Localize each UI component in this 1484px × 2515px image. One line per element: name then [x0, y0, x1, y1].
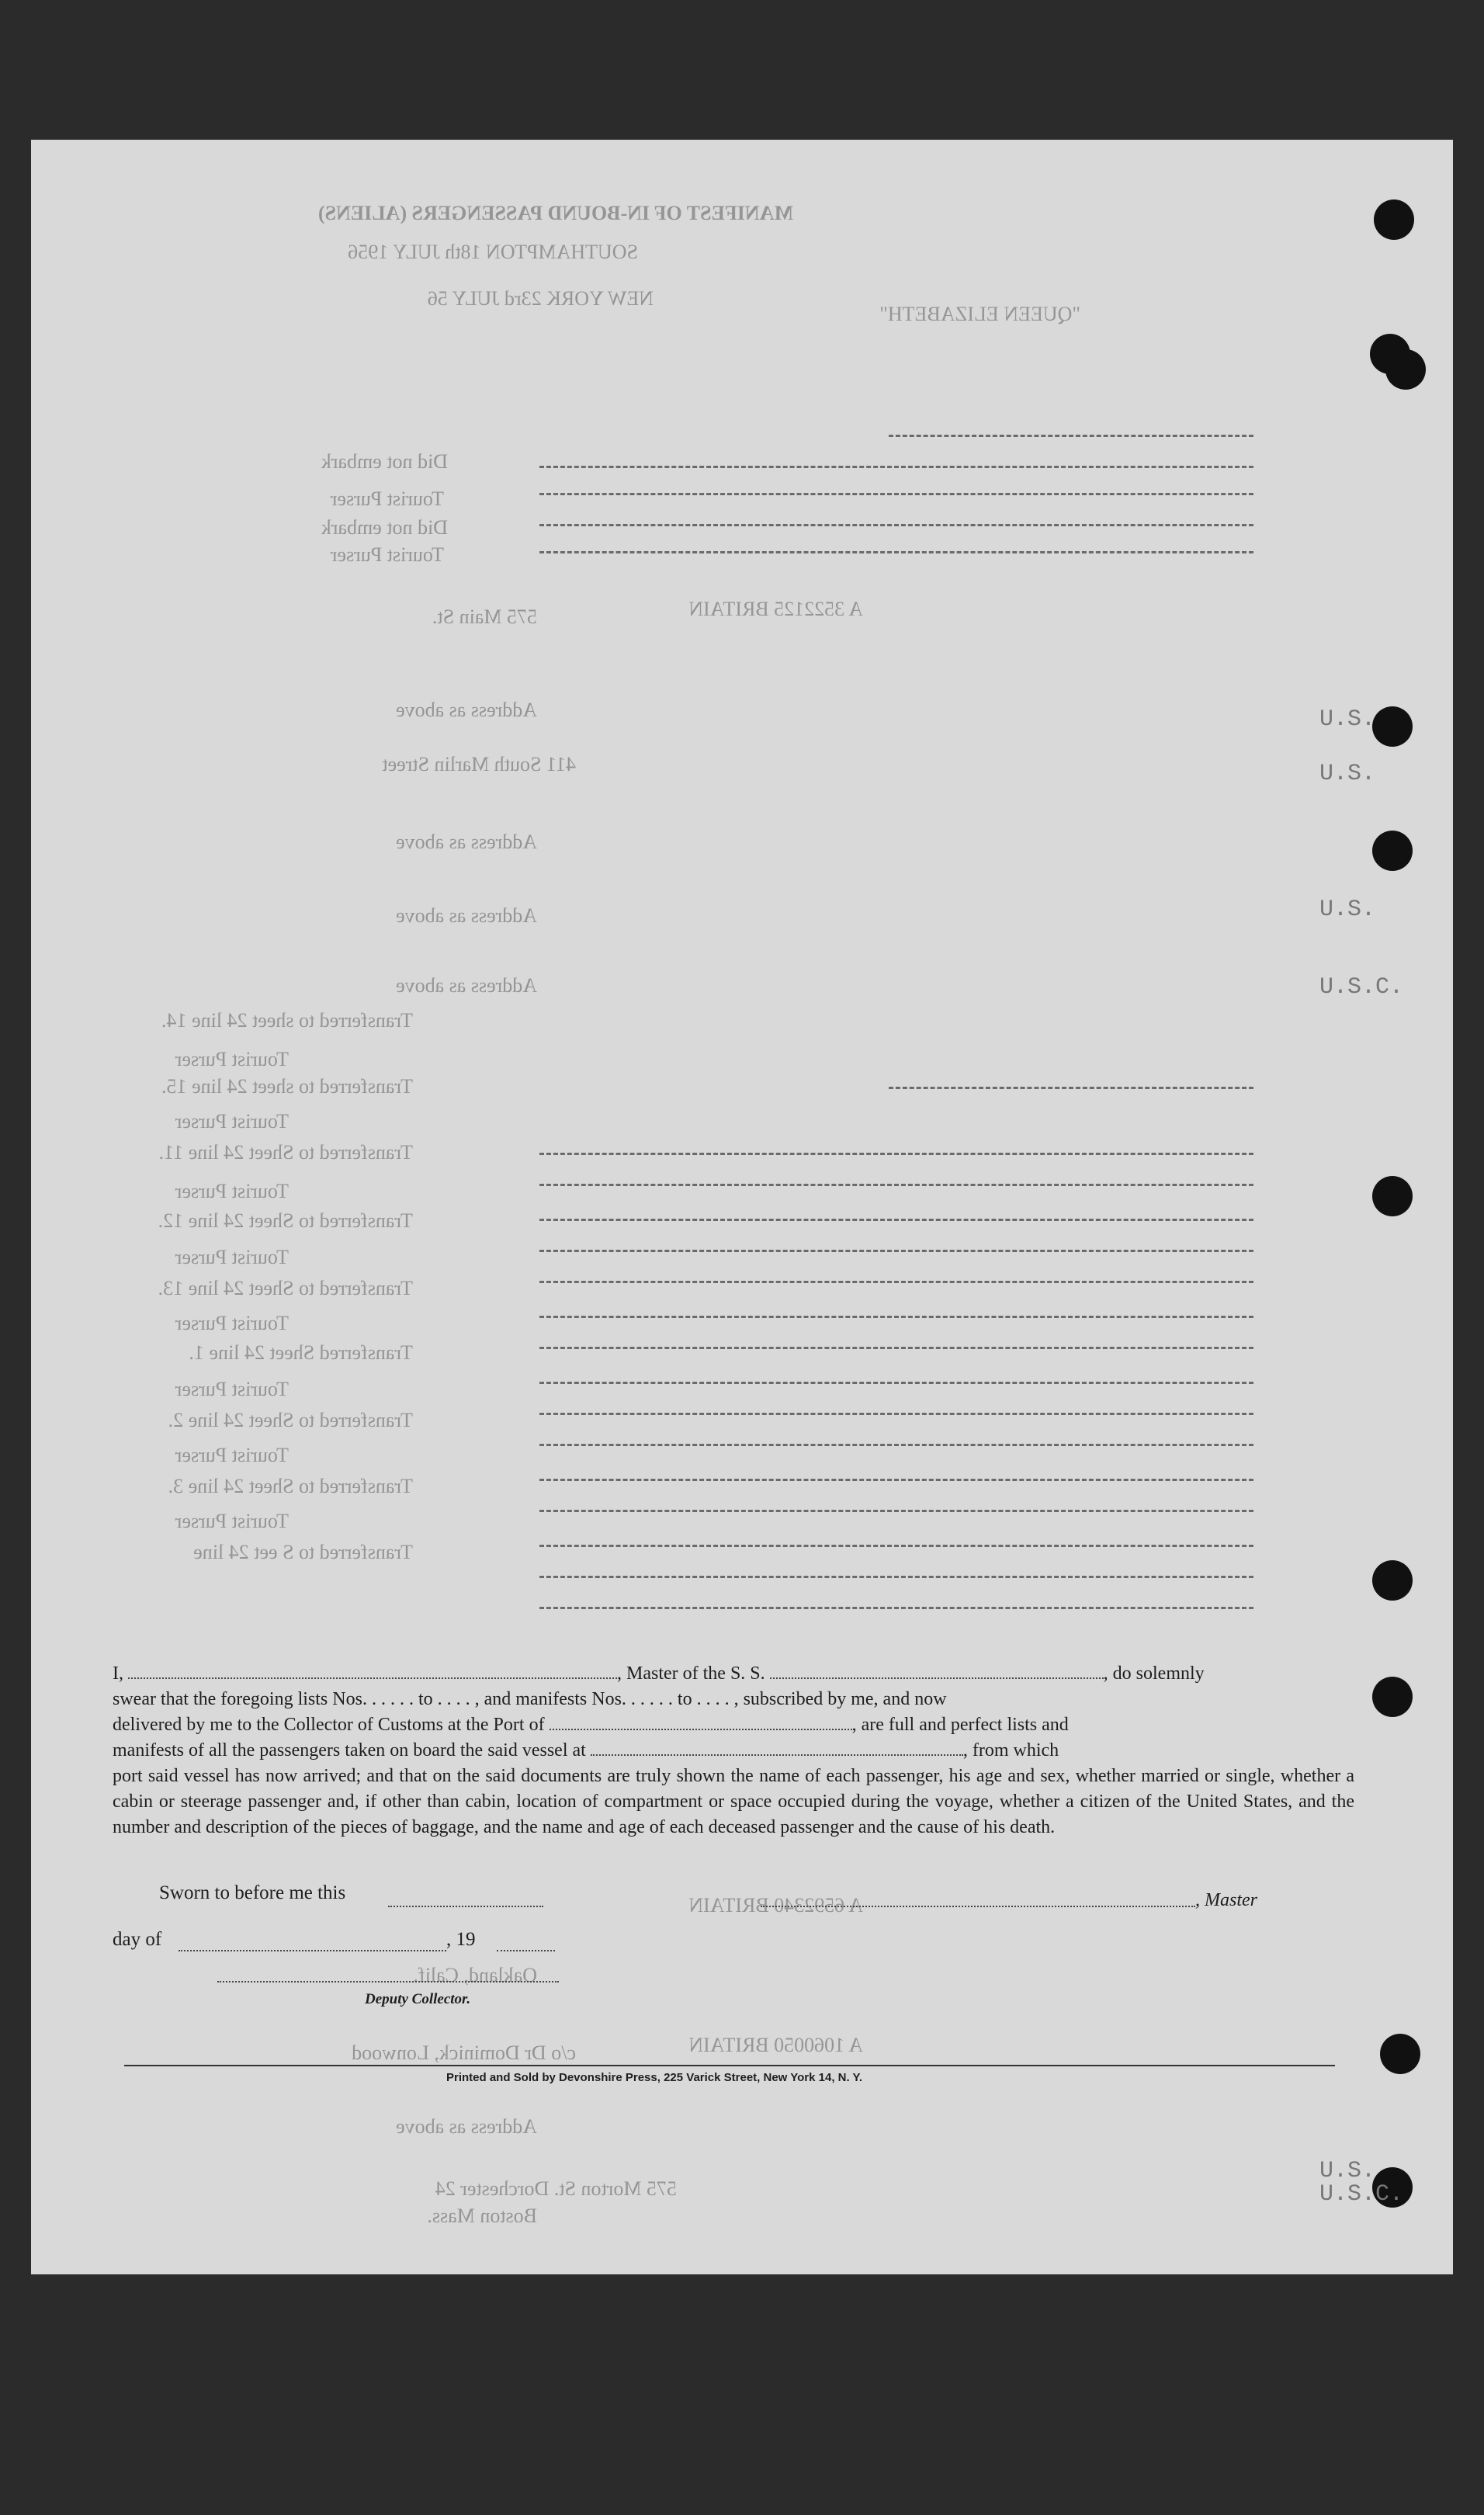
year-blank[interactable] — [497, 1950, 555, 1951]
oath-from-which: , from which — [962, 1740, 1059, 1760]
bleed-entry: Tourist Purser — [175, 1246, 289, 1268]
bleed-entry: Tourist Purser — [175, 1510, 289, 1532]
strike-line — [539, 1250, 1253, 1252]
strike-line — [539, 524, 1253, 526]
strike-line — [889, 435, 1253, 437]
bleed-entry: Transferred to Sheet 24 line 3. — [168, 1475, 413, 1497]
bleed-through-layer — [31, 140, 1453, 2274]
oath-line-2: swear that the foregoing lists Nos. . . . . . to . . . . , and manifests Nos. . . . . . to . . . . , subscribed by me, and now — [113, 1689, 947, 1709]
oath-solemnly: , do solemnly — [1103, 1663, 1205, 1684]
deputy-signature-blank[interactable] — [217, 1981, 559, 1983]
master-signature-blank[interactable] — [761, 1906, 1195, 1907]
oath-body: port said vessel has now arrived; and that on the said documents are truly shown the name of each passenger, his age and sex, whether married or single, whether a cabin or steerage passenger and, if other than cabin, location of compartment or space occupied during the voyage, whether a citizen of the United States, and the number and description of the pieces of baggage, and the name and age of each deceased passenger and the cause of his death. — [113, 1766, 1354, 1837]
printer-imprint: Printed and Sold by Devonshire Press, 225 Varick Street, New York 14, N. Y. — [446, 2071, 863, 2084]
bleed-entry: Transferred to sheet 24 line 15. — [161, 1075, 413, 1098]
strike-line — [539, 493, 1253, 495]
bleed-entry: c/o Dr Dominick, Lonwood — [352, 2041, 576, 2064]
master-oath — [113, 1661, 1354, 1840]
bleed-entry: 411 South Marlin Street — [382, 753, 576, 775]
bleed-entry: Address as above — [396, 2115, 537, 2138]
master-name-blank[interactable] — [128, 1677, 617, 1679]
strike-line — [539, 1479, 1253, 1481]
bleed-header: MANIFEST OF IN-BOUND PASSENGERS (ALIENS) — [317, 202, 793, 224]
month-blank[interactable] — [179, 1950, 446, 1951]
strike-line — [539, 1316, 1253, 1318]
strike-line — [539, 1576, 1253, 1578]
bleed-entry: Transferred Sheet 24 line 1. — [189, 1341, 413, 1364]
strike-line — [539, 1382, 1253, 1384]
bleed-entry: Transferred to Sheet 24 line 2. — [168, 1409, 413, 1431]
margin-mark: U.S. — [1319, 2158, 1376, 2184]
strike-line — [539, 551, 1253, 553]
year-label: , 19 — [446, 1929, 476, 1950]
bleed-port: SOUTHAMPTON 18th JULY 1956 — [348, 241, 638, 263]
bleed-ship: "QUEEN ELIZABETH" — [879, 303, 1080, 325]
margin-mark: U.S. — [1319, 761, 1376, 787]
margin-mark: U.S.C. — [1319, 974, 1404, 1001]
strike-line — [539, 1281, 1253, 1283]
bleed-note: Did not embark — [321, 450, 448, 473]
bleed-entry: Address as above — [396, 831, 537, 853]
bleed-note: Did not embark — [321, 516, 448, 539]
sworn-label: Sworn to before me this — [159, 1882, 346, 1903]
strike-line — [539, 1444, 1253, 1446]
bleed-entry: Tourist Purser — [175, 1378, 289, 1400]
ship-name-blank[interactable] — [770, 1677, 1104, 1679]
bleed-entry: Tourist Purser — [175, 1312, 289, 1334]
bleed-entry: Tourist Purser — [175, 1180, 289, 1202]
oath-taken-on-board: manifests of all the passengers taken on board the said vessel at — [113, 1740, 586, 1760]
manifest-sheet — [31, 140, 1453, 2274]
bleed-entry: Transferred to S eet 24 line — [193, 1541, 413, 1563]
strike-line — [539, 1510, 1253, 1512]
bleed-entry: Tourist Purser — [175, 1048, 289, 1070]
oath-i: I, — [113, 1663, 123, 1684]
bleed-entry: Address as above — [396, 904, 537, 927]
oath-full-perfect: , are full and perfect lists and — [851, 1715, 1069, 1735]
bleed-entry: Transferred to Sheet 24 line 13. — [158, 1277, 413, 1299]
strike-line — [539, 1219, 1253, 1221]
oath-line-3 — [113, 1712, 1354, 1738]
bleed-entry: A 6592340 BRITAIN — [688, 1894, 863, 1917]
sworn-day-blank[interactable] — [388, 1906, 543, 1907]
bleed-entry: Transferred to Sheet 24 line 12. — [158, 1209, 413, 1232]
bleed-entry: Transferred to Sheet 24 line 11. — [158, 1141, 413, 1164]
bleed-entry: 575 Main St. — [432, 605, 537, 628]
bleed-entry: Tourist Purser — [175, 1110, 289, 1133]
bleed-note: Tourist Purser — [330, 487, 444, 510]
bleed-entry: Address as above — [396, 974, 537, 997]
strike-line — [539, 1153, 1253, 1155]
bleed-entry: Boston Mass. — [427, 2205, 537, 2227]
oath-line-4 — [113, 1738, 1354, 1764]
margin-mark: U.S.C. — [1319, 2181, 1404, 2208]
oath-master-of: , Master of the S. S. — [617, 1663, 765, 1684]
printer-rule — [124, 2065, 1335, 2066]
departure-port-blank[interactable] — [591, 1754, 963, 1756]
oath-line-1 — [113, 1661, 1354, 1687]
bleed-note: Tourist Purser — [330, 543, 444, 566]
master-label: , Master — [1195, 1890, 1257, 1910]
bleed-entry: Oakland, Calif. — [413, 1964, 537, 1986]
strike-line — [539, 1184, 1253, 1186]
margin-mark: U.S. — [1319, 897, 1376, 923]
oath-port-of: delivered by me to the Collector of Customs at the Port of — [113, 1715, 545, 1735]
deputy-collector-label: Deputy Collector. — [365, 1991, 471, 2007]
strike-line — [539, 1347, 1253, 1349]
port-blank[interactable] — [550, 1729, 852, 1730]
bleed-entry: 575 Morton St. Dorchester 24 — [435, 2177, 677, 2200]
day-of-label: day of — [113, 1929, 162, 1950]
bleed-entry: Tourist Purser — [175, 1444, 289, 1466]
strike-line — [539, 466, 1253, 468]
strike-line — [539, 1413, 1253, 1415]
bleed-entry: A 1060050 BRITAIN — [688, 2034, 863, 2056]
bleed-entry: Address as above — [396, 699, 537, 721]
strike-line — [539, 1545, 1253, 1547]
margin-mark: U.S. — [1319, 706, 1376, 733]
strike-line — [539, 1607, 1253, 1609]
bleed-entry: Transferred to sheet 24 line 14. — [161, 1009, 413, 1032]
strike-line — [889, 1087, 1253, 1089]
bleed-entry: A 3522125 BRITAIN — [688, 598, 863, 620]
bleed-arrival: NEW YORK 23rd JULY 56 — [427, 287, 654, 310]
